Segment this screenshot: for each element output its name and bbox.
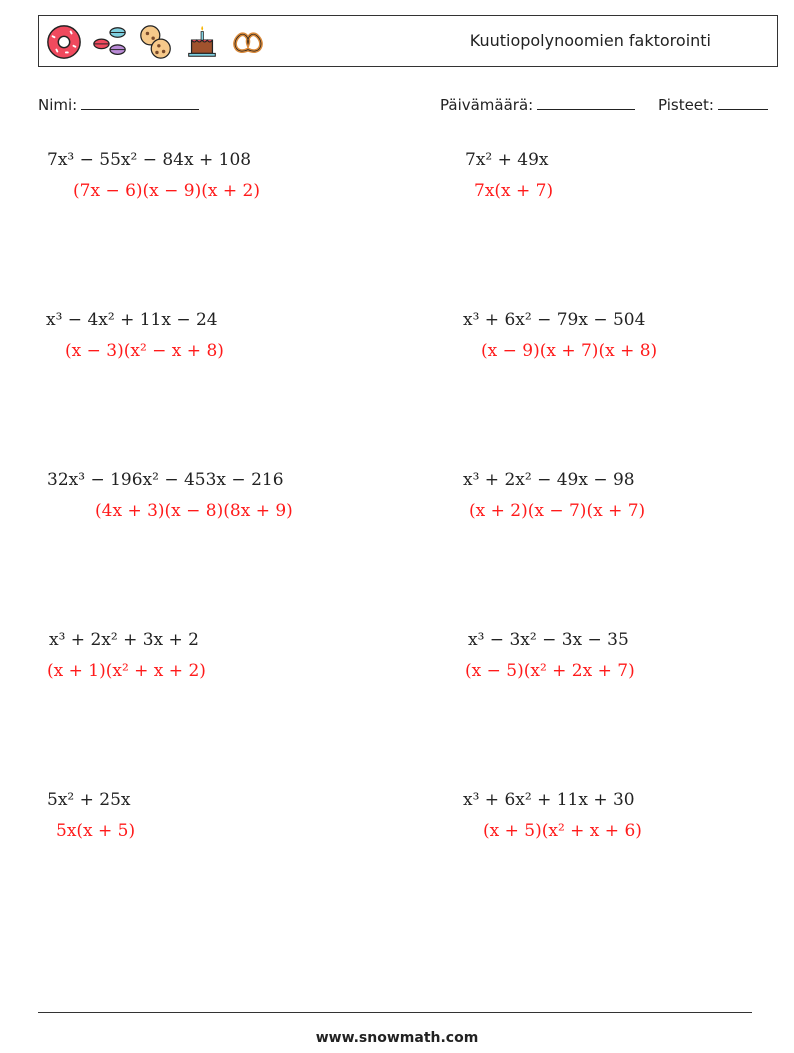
name-field <box>38 95 199 114</box>
problem-4: x³ + 6x² − 79x − 504 <box>463 310 646 330</box>
answer-6: (x + 2)(x − 7)(x + 7) <box>469 501 646 521</box>
problem-7: x³ + 2x² + 3x + 2 <box>49 630 199 650</box>
footer-divider <box>38 1012 752 1013</box>
problem-10: x³ + 6x² + 11x + 30 <box>463 790 635 810</box>
problem-9: 5x² + 25x <box>47 790 131 810</box>
name-blank[interactable] <box>81 95 199 110</box>
pretzel-icon <box>229 23 267 61</box>
answer-10: (x + 5)(x² + x + 6) <box>483 821 642 841</box>
problem-6: x³ + 2x² − 49x − 98 <box>463 470 635 490</box>
answer-7: (x + 1)(x² + x + 2) <box>47 661 206 681</box>
header-icons <box>45 22 267 62</box>
macarons-icon <box>91 23 129 61</box>
answer-4: (x − 9)(x + 7)(x + 8) <box>481 341 658 361</box>
problem-3: x³ − 4x² + 11x − 24 <box>46 310 218 330</box>
answer-1: (7x − 6)(x − 9)(x + 2) <box>73 181 260 201</box>
answer-3: (x − 3)(x² − x + 8) <box>65 341 224 361</box>
donut-icon <box>45 23 83 61</box>
score-label: Pisteet: <box>658 96 714 114</box>
date-label: Päivämäärä: <box>440 96 534 114</box>
birthday-cake-icon <box>183 23 221 61</box>
cookies-icon <box>137 23 175 61</box>
problem-5: 32x³ − 196x² − 453x − 216 <box>47 470 284 490</box>
answer-2: 7x(x + 7) <box>474 181 554 201</box>
footer-url[interactable]: www.snowmath.com <box>315 1030 479 1046</box>
problem-2: 7x² + 49x <box>465 150 549 170</box>
worksheet-title: Kuutiopolynoomien faktorointi <box>469 31 711 50</box>
problem-8: x³ − 3x² − 3x − 35 <box>468 630 629 650</box>
name-label: Nimi: <box>38 96 78 114</box>
answer-5: (4x + 3)(x − 8)(8x + 9) <box>95 501 293 521</box>
answer-8: (x − 5)(x² + 2x + 7) <box>465 661 635 681</box>
date-blank[interactable] <box>537 95 635 110</box>
answer-9: 5x(x + 5) <box>56 821 136 841</box>
score-field <box>658 95 768 114</box>
score-blank[interactable] <box>718 95 768 110</box>
worksheet-header <box>38 15 778 67</box>
date-field <box>440 95 635 114</box>
problem-1: 7x³ − 55x² − 84x + 108 <box>47 150 252 170</box>
